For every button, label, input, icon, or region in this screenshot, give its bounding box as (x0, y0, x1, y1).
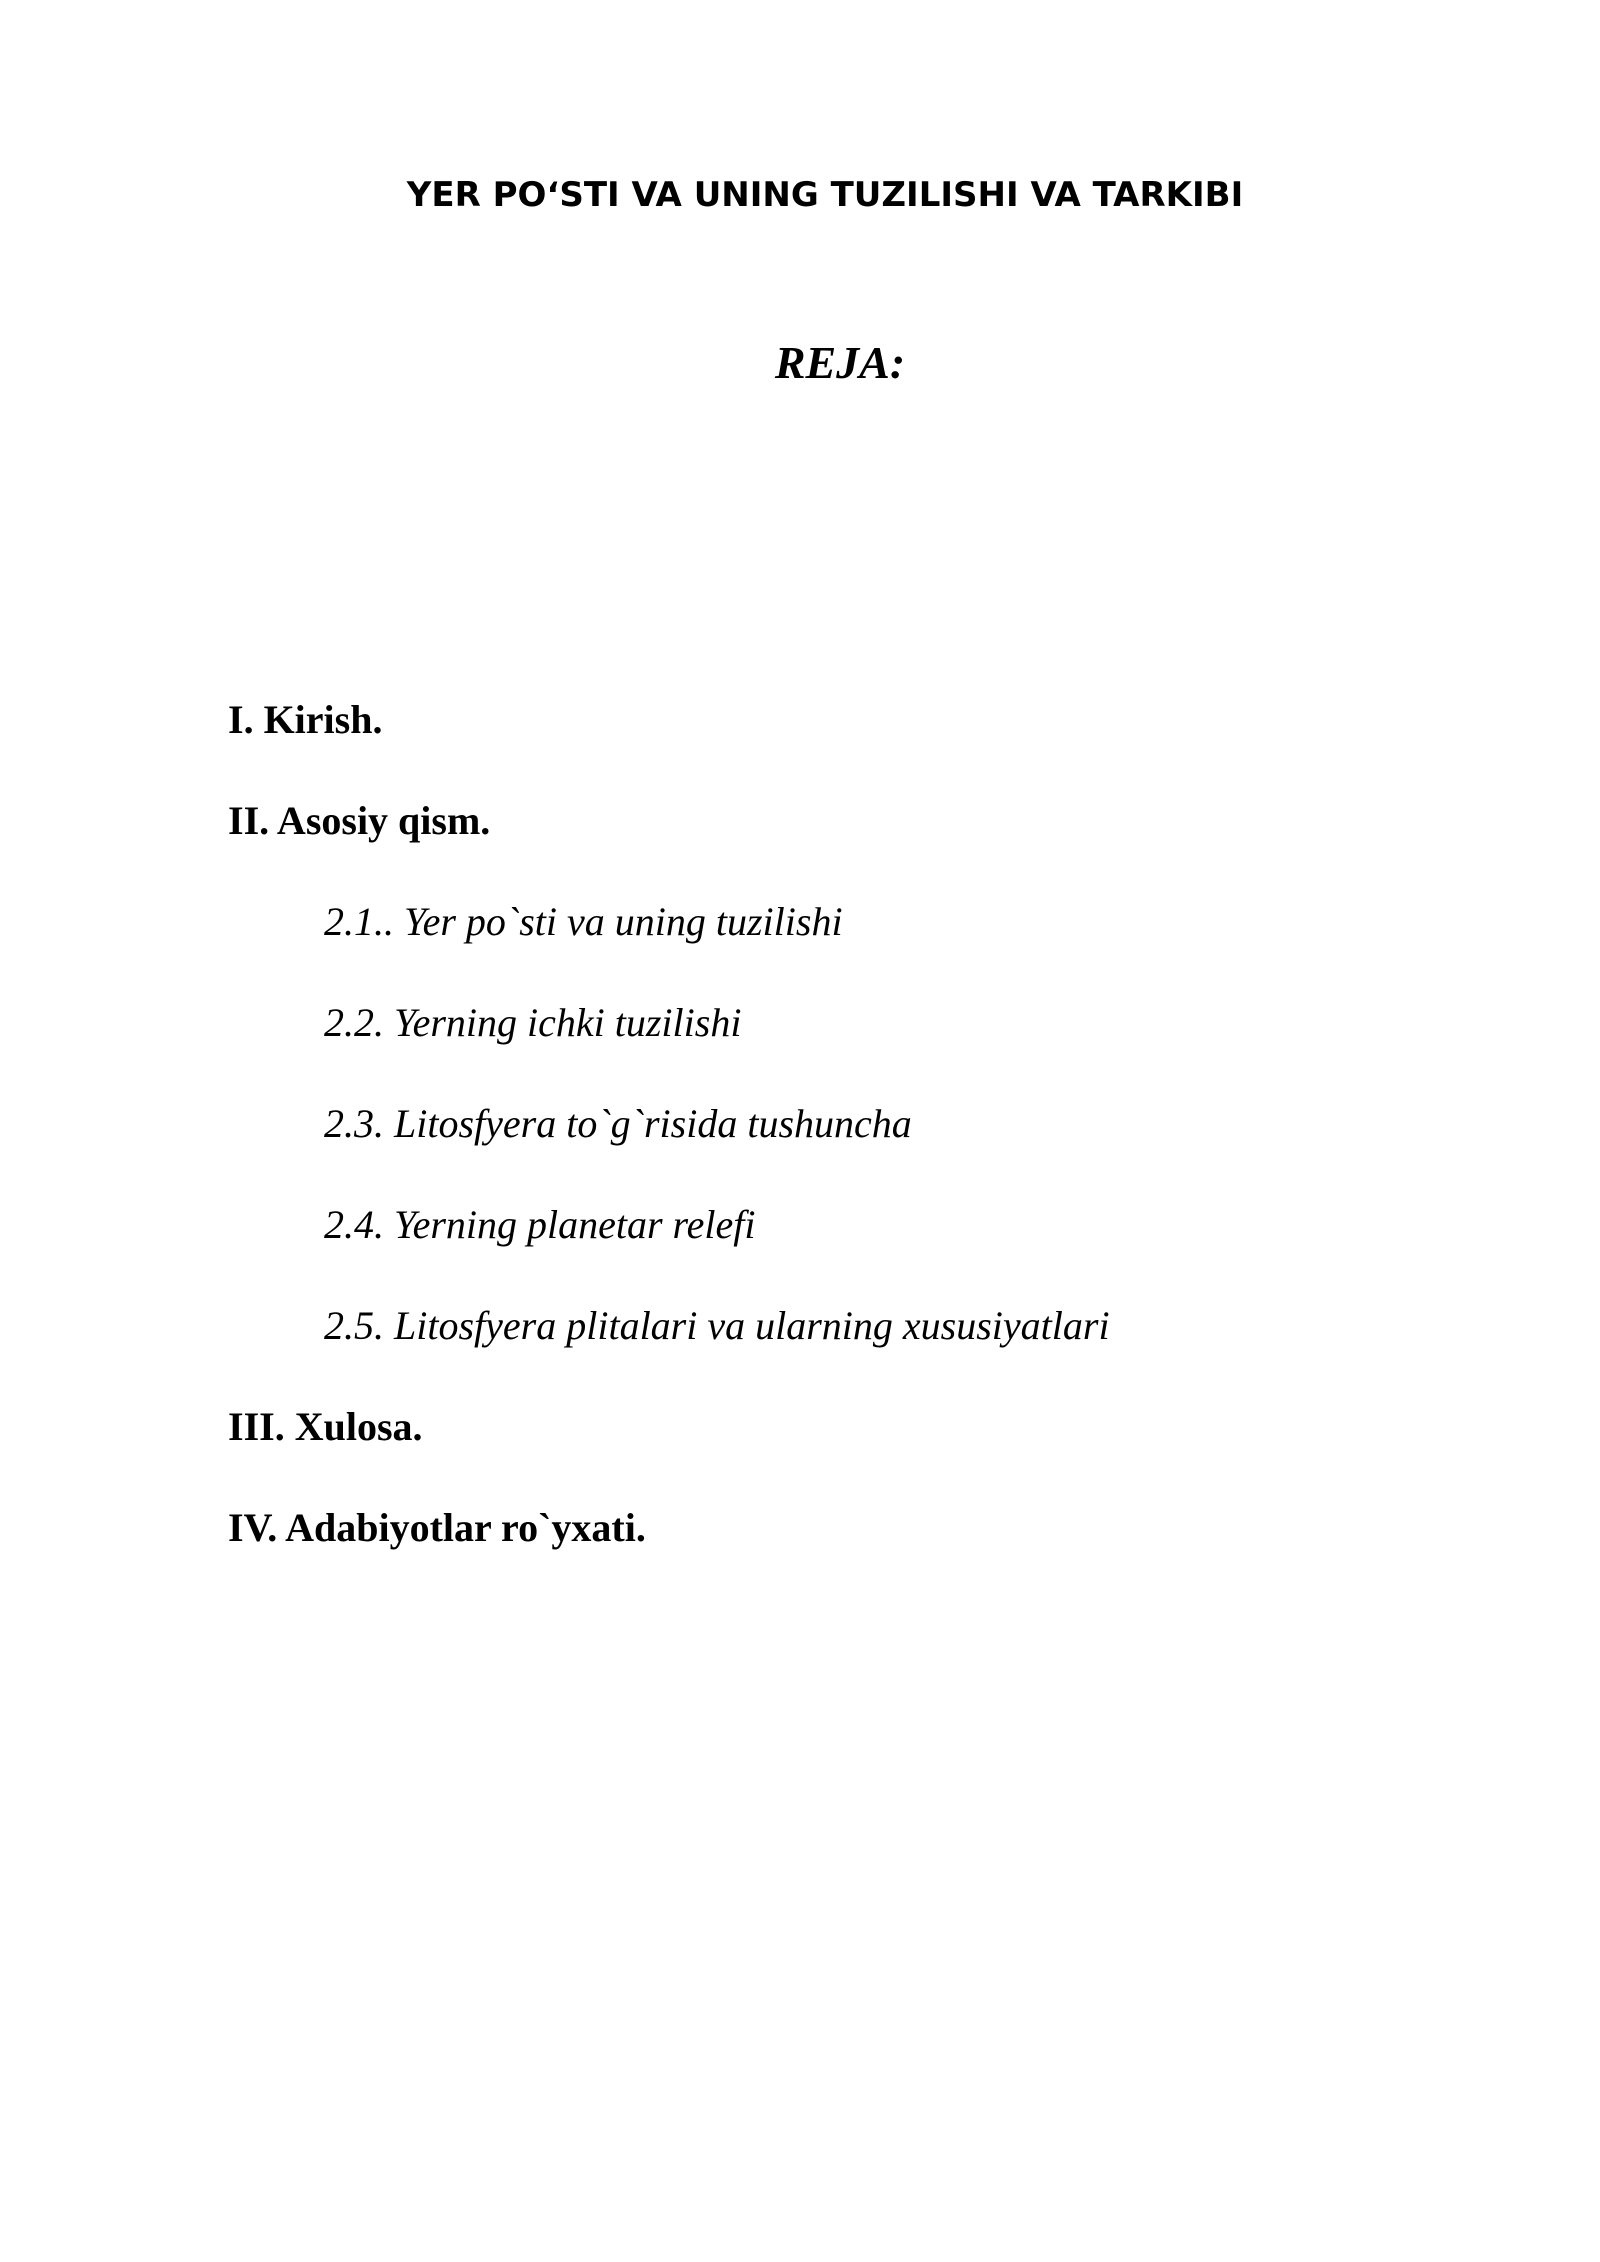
plan-subitem-2-2: 2.2. Yerning ichki tuzilishi (324, 1000, 742, 1045)
plan-subitem-2-4: 2.4. Yerning planetar relefi (324, 1202, 756, 1247)
plan-heading: REJA: (774, 337, 906, 388)
plan-subitem-2-1: 2.1.. Yer po`sti va uning tuzilishi (324, 899, 843, 944)
document-title: YER PO‘STI VA UNING TUZILISHI VA TARKIBI (406, 175, 1244, 215)
plan-subitem-2-3: 2.3. Litosfyera to`g`risida tushuncha (324, 1101, 912, 1146)
plan-subitem-2-5: 2.5. Litosfyera plitalari va ularning xususiyatlari (324, 1303, 1110, 1348)
plan-list (228, 690, 1478, 1599)
plan-item-xulosa: III. Xulosa. (228, 1404, 423, 1449)
plan-item-asosiy-qism: II. Asosiy qism. (228, 798, 491, 843)
plan-item-kirish: I. Kirish. (228, 697, 383, 742)
plan-item-adabiyotlar: IV. Adabiyotlar ro`yxati. (228, 1505, 646, 1550)
